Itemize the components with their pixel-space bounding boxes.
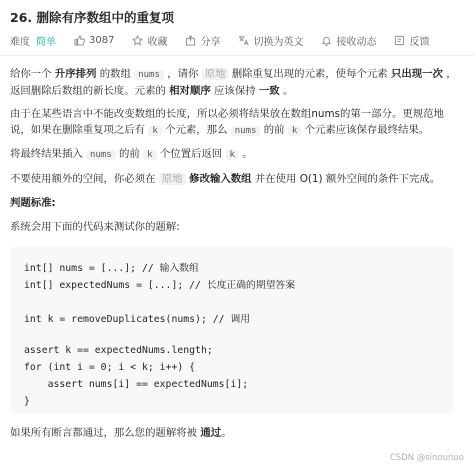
description-paragraph-1 [10, 66, 458, 98]
header-divider [0, 55, 474, 56]
emphasis-text: 升序排列 [54, 68, 97, 80]
emphasis-text: 通过 [200, 427, 222, 439]
code-line: assert nums[i] == expectedNums[i]; [24, 379, 249, 390]
problem-number: 26. [10, 10, 33, 25]
code-line: int k = removeDuplicates(nums); // 调用 [24, 314, 251, 325]
text: 给你一个 [10, 68, 55, 80]
switch-language-label: 切换为英文 [253, 36, 304, 48]
emphasis-text: 相对顺序 [169, 85, 211, 97]
highlight-link[interactable]: 原地 [159, 173, 186, 185]
problem-description [10, 66, 458, 243]
text: 的前 [115, 148, 144, 160]
problem-meta-bar [10, 32, 447, 48]
text: 。 [238, 148, 253, 160]
difficulty-badge: 简单 [36, 36, 56, 48]
text: 的前 [260, 124, 288, 136]
text: ，请你 [163, 68, 202, 80]
emphasis-text: 只出现一次 [390, 68, 443, 80]
thumbs-up-icon [74, 35, 85, 46]
share-button[interactable] [185, 33, 220, 48]
emphasis-text: 一致 [258, 85, 280, 97]
text: 不要使用额外的空间，你必须在 [10, 173, 159, 185]
code-block [10, 246, 454, 414]
highlight-link[interactable]: 原地 [202, 68, 229, 80]
inline-code: k [148, 126, 161, 136]
like-button[interactable] [74, 35, 114, 46]
share-icon [185, 35, 196, 46]
text: ，返回删除后数组的新长度。元素的 [10, 68, 457, 97]
emphasis-text: 修改输入数组 [185, 173, 252, 185]
code-line: } [24, 396, 30, 407]
switch-language-button[interactable] [238, 33, 303, 48]
translate-icon [238, 35, 249, 46]
text: 个位置后返回 [156, 148, 226, 160]
description-paragraph-5: 系统会用下面的代码来测试你的题解: [10, 221, 180, 233]
text: 的数组 [96, 68, 135, 80]
text: 。 [279, 85, 294, 97]
watermark: CSDN @sinounuo [389, 453, 464, 463]
difficulty-label: 难度 [10, 36, 30, 48]
text: 如果所有断言都通过，那么您的题解将被 [10, 427, 201, 439]
favorite-button[interactable] [132, 33, 167, 48]
bell-icon [321, 35, 332, 46]
inline-code: nums [231, 126, 261, 136]
text: 将最终结果插入 [10, 148, 87, 160]
subscribe-label: 接收动态 [336, 36, 377, 48]
inline-code: nums [134, 70, 164, 80]
share-label: 分享 [200, 36, 221, 48]
inline-code: k [288, 126, 301, 136]
pass-condition-text [10, 424, 232, 439]
text: 。 [221, 427, 232, 439]
description-paragraph-2 [10, 106, 458, 138]
text: 个元素，那么 [161, 124, 231, 136]
feedback-button[interactable] [394, 33, 429, 48]
inline-code: k [143, 150, 156, 160]
subscribe-button[interactable] [321, 33, 376, 48]
text: 由于在某些语言中不能改变数组的长度，所以必须将结果放在数组nums的第一部分。更规范地说，如果在删除重复项之后有 [10, 108, 444, 136]
text: 删除重复出现的元素，使每个元素 [228, 68, 391, 80]
feedback-label: 反馈 [409, 36, 430, 48]
code-line: int[] nums = [...]; // 输入数组 [24, 263, 199, 274]
code-line: int[] expectedNums = [...]; // 长度正确的期望答案 [24, 280, 296, 291]
feedback-icon [394, 35, 405, 46]
text: 应该保持 [210, 85, 259, 97]
code-line: for (int i = 0; i < k; i++) { [24, 362, 196, 373]
inline-code: k [226, 150, 239, 160]
problem-title [10, 8, 174, 26]
judging-heading: 判题标准: [10, 197, 56, 209]
text: 个元素应该保存最终结果。 [301, 124, 430, 136]
like-count: 3087 [89, 34, 115, 46]
star-icon [132, 35, 143, 46]
inline-code: nums [86, 150, 116, 160]
problem-name: 删除有序数组中的重复项 [36, 10, 175, 25]
description-paragraph-4 [10, 171, 458, 187]
text: 并在使用 O(1) 额外空间的条件下完成。 [251, 173, 441, 185]
code-line: assert k == expectedNums.length; [24, 345, 213, 356]
favorite-label: 收藏 [147, 36, 168, 48]
description-paragraph-3 [10, 146, 458, 163]
